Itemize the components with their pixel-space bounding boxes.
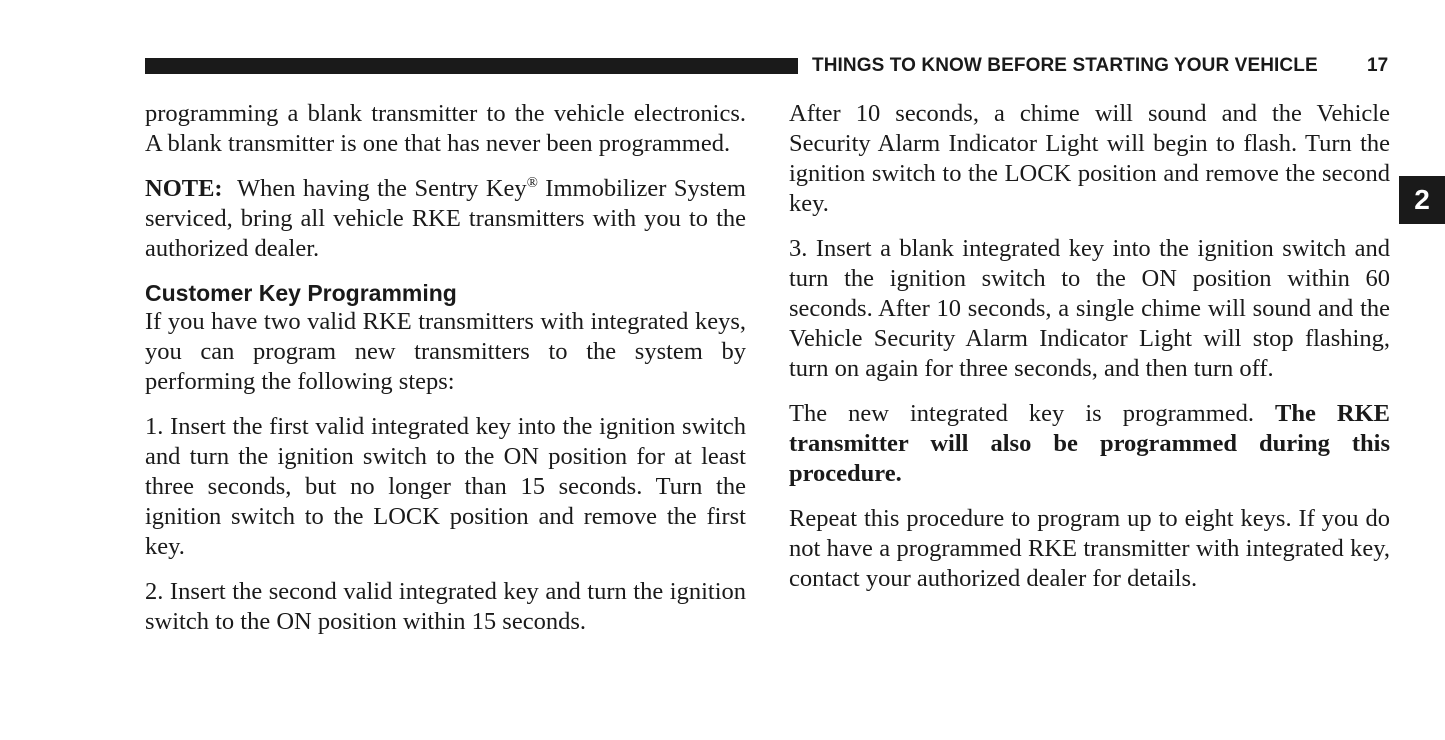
continued-paragraph: After 10 seconds, a chime will sound and the Vehicle Security Alarm Indicator Light will begin to flash. Turn the ignition switch to the LOCK position and remove the second key.: [789, 100, 1390, 217]
section-heading: Customer Key Programming: [145, 280, 457, 306]
repeat-paragraph: Repeat this procedure to program up to eight keys. If you do not have a programmed RKE transmitter with integrated key, contact your authorized dealer for details.: [789, 505, 1390, 592]
programmed-text: The new integrated key is programmed.: [789, 400, 1276, 427]
running-title: THINGS TO KNOW BEFORE STARTING YOUR VEHICLE: [812, 55, 1318, 76]
step-2: 2. Insert the second valid integrated key and turn the ignition switch to the ON position within 15 seconds.: [145, 578, 746, 635]
left-column: [145, 99, 746, 652]
note-label: NOTE:: [145, 175, 223, 202]
programmed-bold-text: The RKE transmitter will also be programmed during this procedure.: [789, 400, 1390, 487]
registered-mark: ®: [526, 174, 538, 191]
chapter-tab: 2: [1399, 176, 1445, 224]
step-1: 1. Insert the first valid integrated key into the ignition switch and turn the ignition switch to the ON position for at least three seconds, but no longer than 15 seconds. Turn the ignition switch to the LOCK position and remove the first key.: [145, 413, 746, 560]
paragraph-blank-transmitter: programming a blank transmitter to the vehicle electronics. A blank transmitter is one that has never been programmed.: [145, 100, 746, 157]
header-rule: [145, 58, 798, 74]
right-column: [789, 99, 1390, 609]
programmed-paragraph: [789, 399, 1390, 489]
intro-paragraph: If you have two valid RKE transmitters with integrated keys, you can program new transmitters to the system by performing the following steps:: [145, 308, 746, 395]
step-3: 3. Insert a blank integrated key into the ignition switch and turn the ignition switch to the ON position within 60 seconds. After 10 seconds, a single chime will sound and the Vehicle Security Alarm Indicator Light will stop flashing, turn on again for three seconds, and then turn off.: [789, 235, 1390, 382]
note-text-b: Immobilizer System serviced, bring all vehicle RKE transmitters with you to the authorized dealer.: [145, 175, 746, 262]
page-number: 17: [1367, 55, 1389, 76]
note-paragraph: [145, 174, 746, 264]
note-text-a: When having the Sentry Key: [237, 175, 527, 202]
